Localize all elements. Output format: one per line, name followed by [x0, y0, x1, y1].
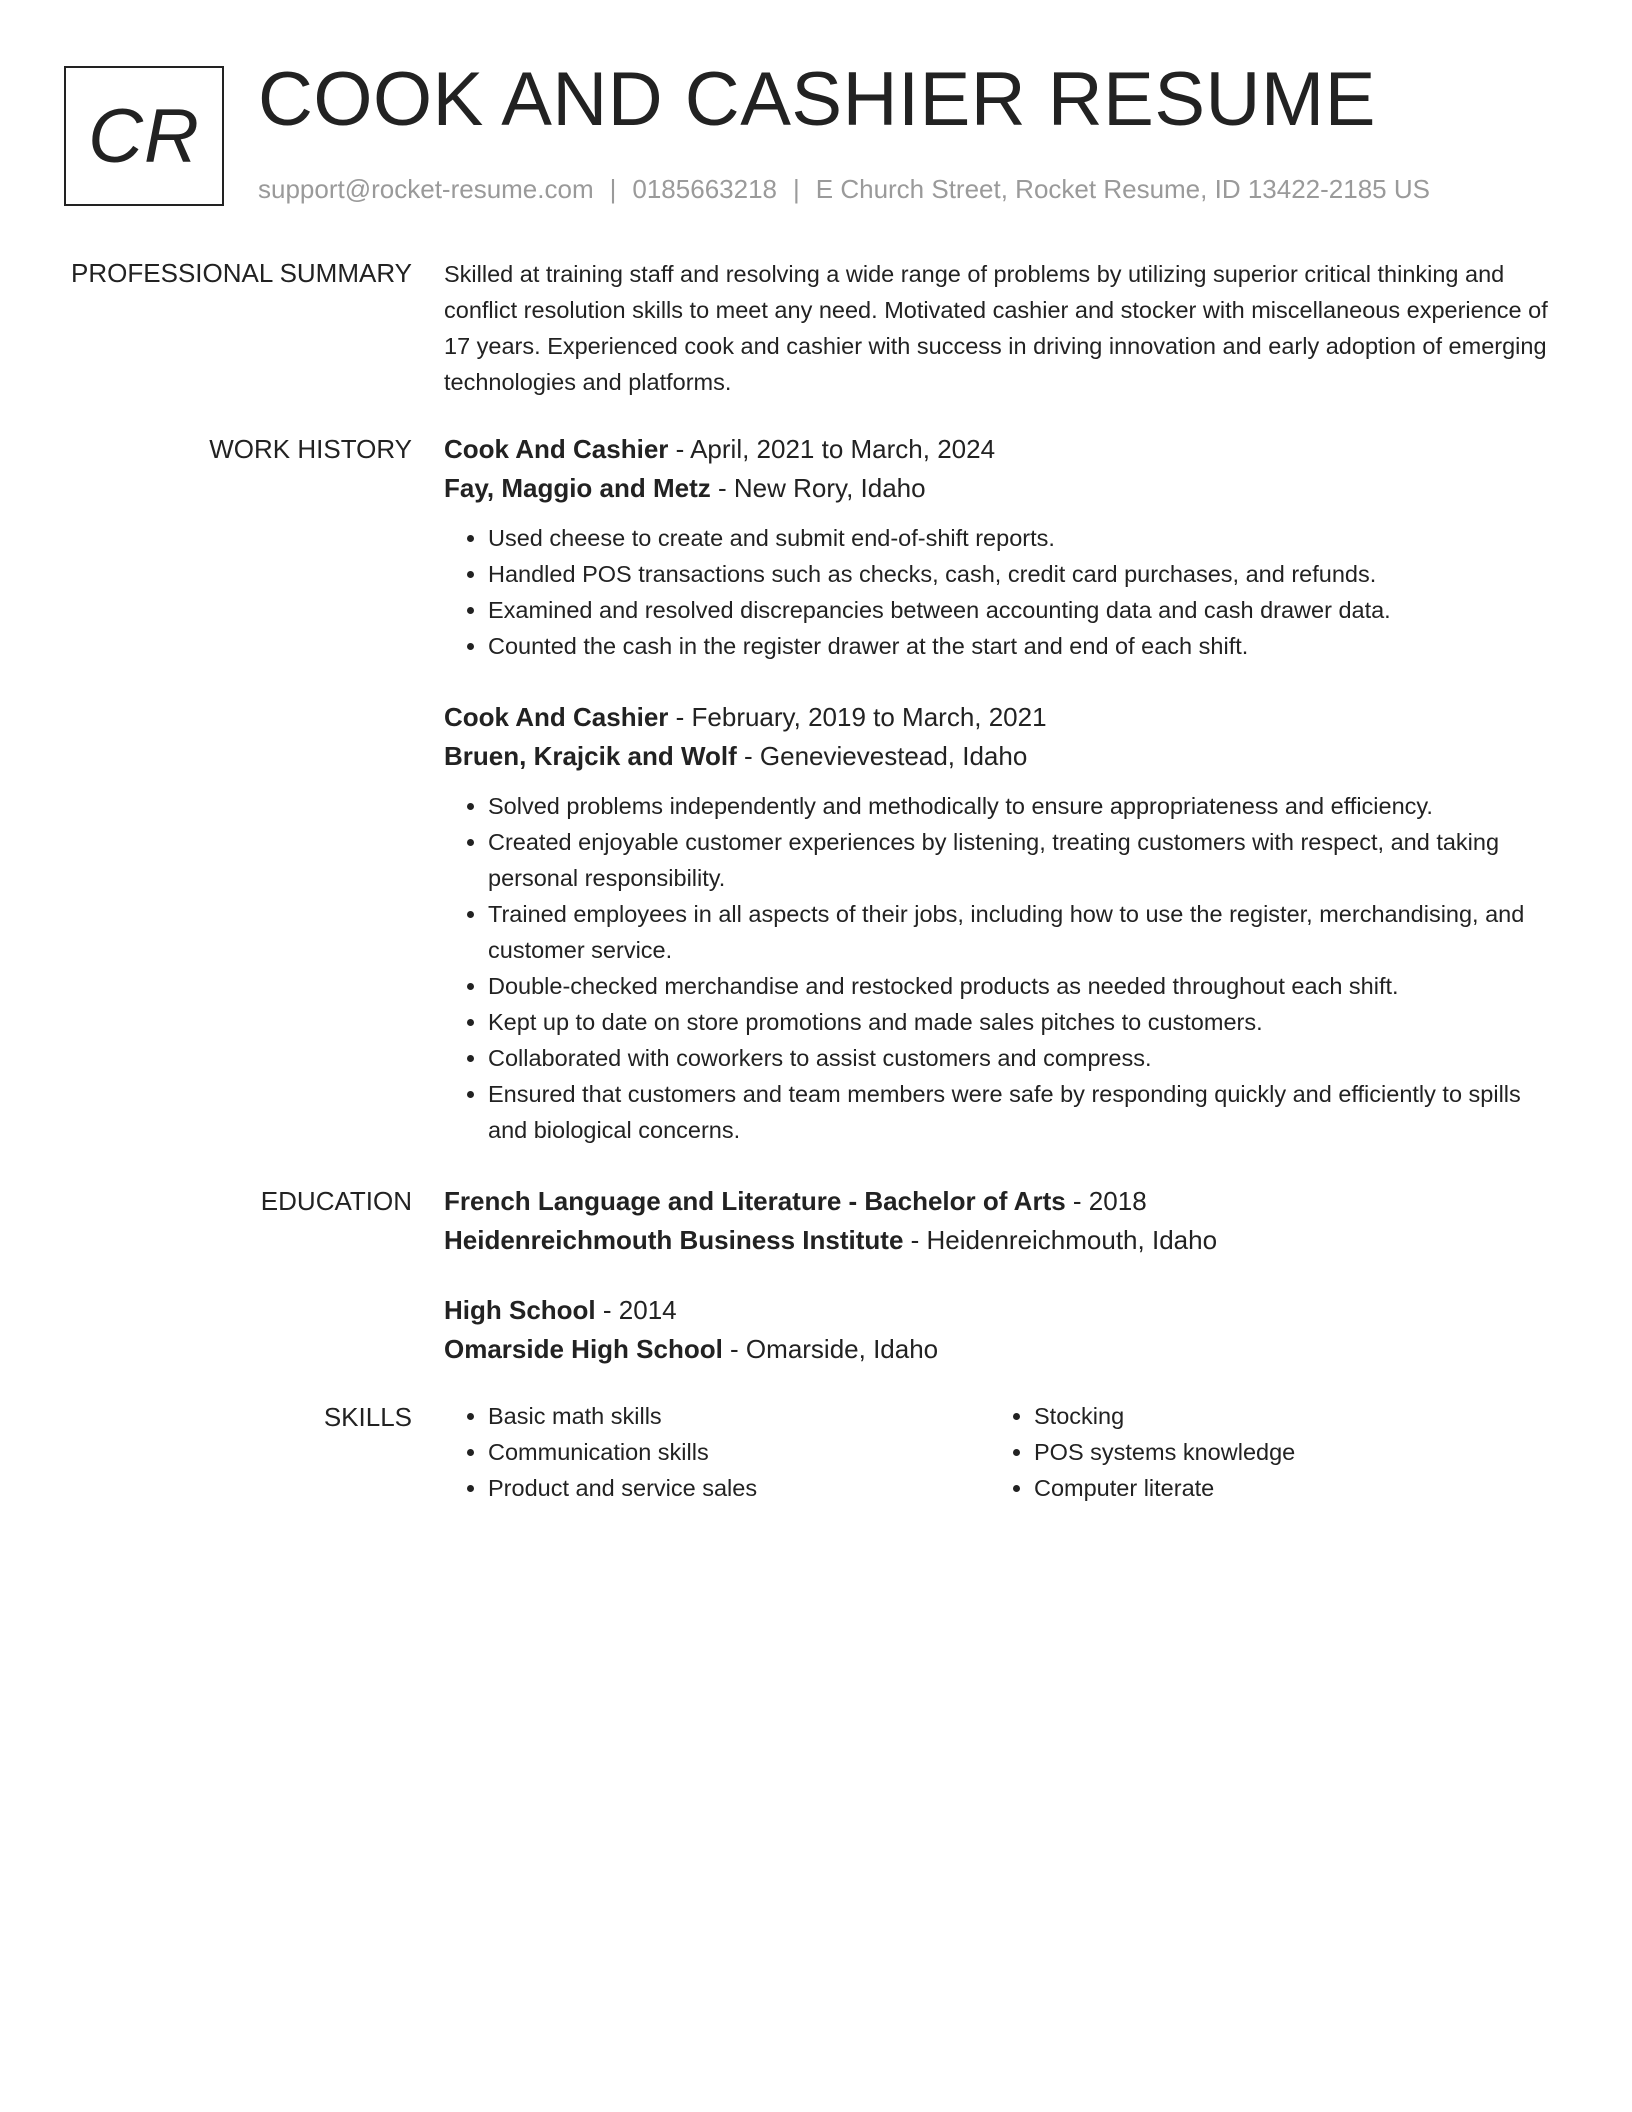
skill-item: • Product and service sales [488, 1470, 984, 1506]
contact-separator: | [793, 174, 800, 204]
school-line [444, 1221, 1554, 1260]
degree-title: French Language and Literature - Bachelor of Arts [444, 1186, 1066, 1216]
contact-line [258, 174, 1430, 205]
skill-item: • Basic math skills [488, 1398, 984, 1434]
degree-title: High School [444, 1295, 596, 1325]
degree-line [444, 1182, 1554, 1221]
job-dates: - April, 2021 to March, 2024 [668, 434, 996, 464]
school-location: - Heidenreichmouth, Idaho [903, 1225, 1218, 1255]
list-item: • Handled POS transactions such as checks, cash, credit card purchases, and refunds. [488, 556, 1554, 592]
school-name: Omarside High School [444, 1334, 723, 1364]
skills-column-1 [444, 1398, 984, 1506]
job-bullets [444, 520, 1554, 664]
contact-phone: 0185663218 [632, 174, 777, 204]
list-item: • Examined and resolved discrepancies between accounting data and cash drawer data. [488, 592, 1554, 628]
section-label-education: EDUCATION [260, 1186, 412, 1216]
job-company-line [444, 469, 1554, 508]
job-location: - Genevievestead, Idaho [736, 741, 1028, 771]
contact-separator: | [609, 174, 617, 204]
list-item: • Collaborated with coworkers to assist customers and compress. [488, 1040, 1554, 1076]
degree-year: - 2018 [1065, 1186, 1147, 1216]
degree-line [444, 1291, 1554, 1330]
degree-year: - 2014 [595, 1295, 677, 1325]
skill-item: • Computer literate [1034, 1470, 1530, 1506]
skills-column-2 [990, 1398, 1530, 1506]
skill-item: • Stocking [1034, 1398, 1530, 1434]
list-item: • Solved problems independently and methodically to ensure appropriateness and efficiency. [488, 788, 1554, 824]
job-title: Cook And Cashier [444, 434, 669, 464]
work-entry [444, 430, 1554, 664]
section-label-work-history: WORK HISTORY [209, 434, 412, 464]
education-entry [444, 1182, 1554, 1260]
job-bullets [444, 788, 1554, 1148]
job-company-line [444, 737, 1554, 776]
summary-text: Skilled at training staff and resolving a wide range of problems by utilizing superior critical thinking and conflict resolution skills to meet any need. Motivated cashier and stocker with miscellaneous experience of 17 years. Experienced cook and cashier with success in driving innovation and early adoption of emerging technologies and platforms. [444, 261, 1548, 395]
list-item: • Trained employees in all aspects of their jobs, including how to use the register, merchandising, and customer service. [488, 896, 1554, 968]
skill-item: • POS systems knowledge [1034, 1434, 1530, 1470]
list-item: • Created enjoyable customer experiences by listening, treating customers with respect, and taking personal responsibility. [488, 824, 1554, 896]
list-item: • Counted the cash in the register drawer at the start and end of each shift. [488, 628, 1554, 664]
contact-email: support@rocket-resume.com [258, 174, 594, 204]
job-company: Fay, Maggio and Metz [444, 473, 711, 503]
job-dates: - February, 2019 to March, 2021 [668, 702, 1047, 732]
job-location: - New Rory, Idaho [710, 473, 926, 503]
job-company: Bruen, Krajcik and Wolf [444, 741, 737, 771]
monogram-logo: CR [64, 66, 224, 206]
page-title: COOK AND CASHIER RESUME [258, 57, 1376, 142]
job-title-line [444, 430, 1554, 469]
list-item: • Double-checked merchandise and restocked products as needed throughout each shift. [488, 968, 1554, 1004]
contact-address: E Church Street, Rocket Resume, ID 13422-2185 US [815, 174, 1430, 204]
job-title-line [444, 698, 1554, 737]
job-title: Cook And Cashier [444, 702, 669, 732]
skill-item: • Communication skills [488, 1434, 984, 1470]
school-name: Heidenreichmouth Business Institute [444, 1225, 904, 1255]
school-line [444, 1330, 1554, 1369]
education-entry [444, 1291, 1554, 1369]
list-item: • Used cheese to create and submit end-of-shift reports. [488, 520, 1554, 556]
section-label-skills: SKILLS [323, 1402, 412, 1432]
list-item: • Ensured that customers and team members were safe by responding quickly and efficiently to spills and biological concerns. [488, 1076, 1554, 1148]
list-item: • Kept up to date on store promotions and made sales pitches to customers. [488, 1004, 1554, 1040]
work-entry [444, 698, 1554, 1148]
section-label-summary: PROFESSIONAL SUMMARY [71, 258, 412, 288]
school-location: - Omarside, Idaho [722, 1334, 939, 1364]
